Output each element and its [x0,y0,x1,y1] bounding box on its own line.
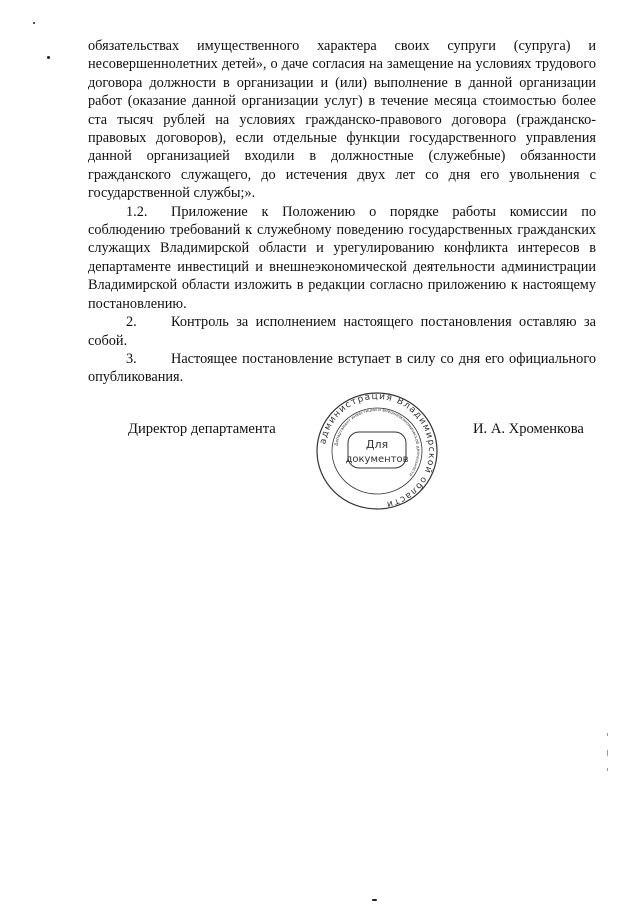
signatory-role: Директор департамента [128,421,276,437]
scan-edge-mark [607,768,608,771]
paragraph-text: Приложение к Положению о порядке работы комиссии по соблюдению требований к служебному поведению государственных гражданских служащих Владимирской области и урегулированию конфликта интересов в департаменте инвестиций и внешнеэкономической деятельности администрации Владимирской области изложить в редакции согласно приложению к настоящему постановлению. [88,203,596,312]
paragraph-text: Контроль за исполнением настоящего постановления оставляю за собой. [88,314,596,349]
stamp-outer-ring-text: администрация Владимирской области [318,391,437,510]
paragraph-2 [88,313,596,350]
signatory-name: И. А. Хроменкова [473,421,584,437]
stamp-center-line2: документов [345,454,409,465]
scan-speck [47,56,50,59]
stamp-center-line1: Для [365,438,389,451]
scan-speck [33,22,35,24]
official-stamp [313,390,441,512]
document-body [88,37,596,387]
scan-speck [372,899,377,901]
scan-edge-mark [607,733,608,736]
stamp-inner-ring-text: Департамент инвестиций и внешнеэкономической деятельности [333,406,422,478]
paragraph-3 [88,350,596,387]
paragraph-text: Настоящее постановление вступает в силу со дня его официального опубликования. [88,350,596,386]
continuation-paragraph: обязательствах имущественного характера своих супруги (супруга) и несовершеннолетних детей», о даче согласия на замещение на условиях трудового договора должности в организации и (или) выполнение в данной организации работ (оказание данной организации услуг) в течение месяца стоимостью более ста тысяч рублей на условиях гражданско-правового договора (гражданско-правовых договоров), если отдельные функции государственного управления данной организацией входили в должностные (служебные) обязанности гражданского служащего, до истечения двух лет со дня его увольнения с государственной службы;». [88,38,596,202]
paragraph-number: 3. [126,350,137,367]
paragraph-number: 1.2. [126,203,148,220]
paragraph-1-2 [88,203,596,313]
scan-edge-mark [607,750,608,756]
paragraph-number: 2. [126,314,137,331]
